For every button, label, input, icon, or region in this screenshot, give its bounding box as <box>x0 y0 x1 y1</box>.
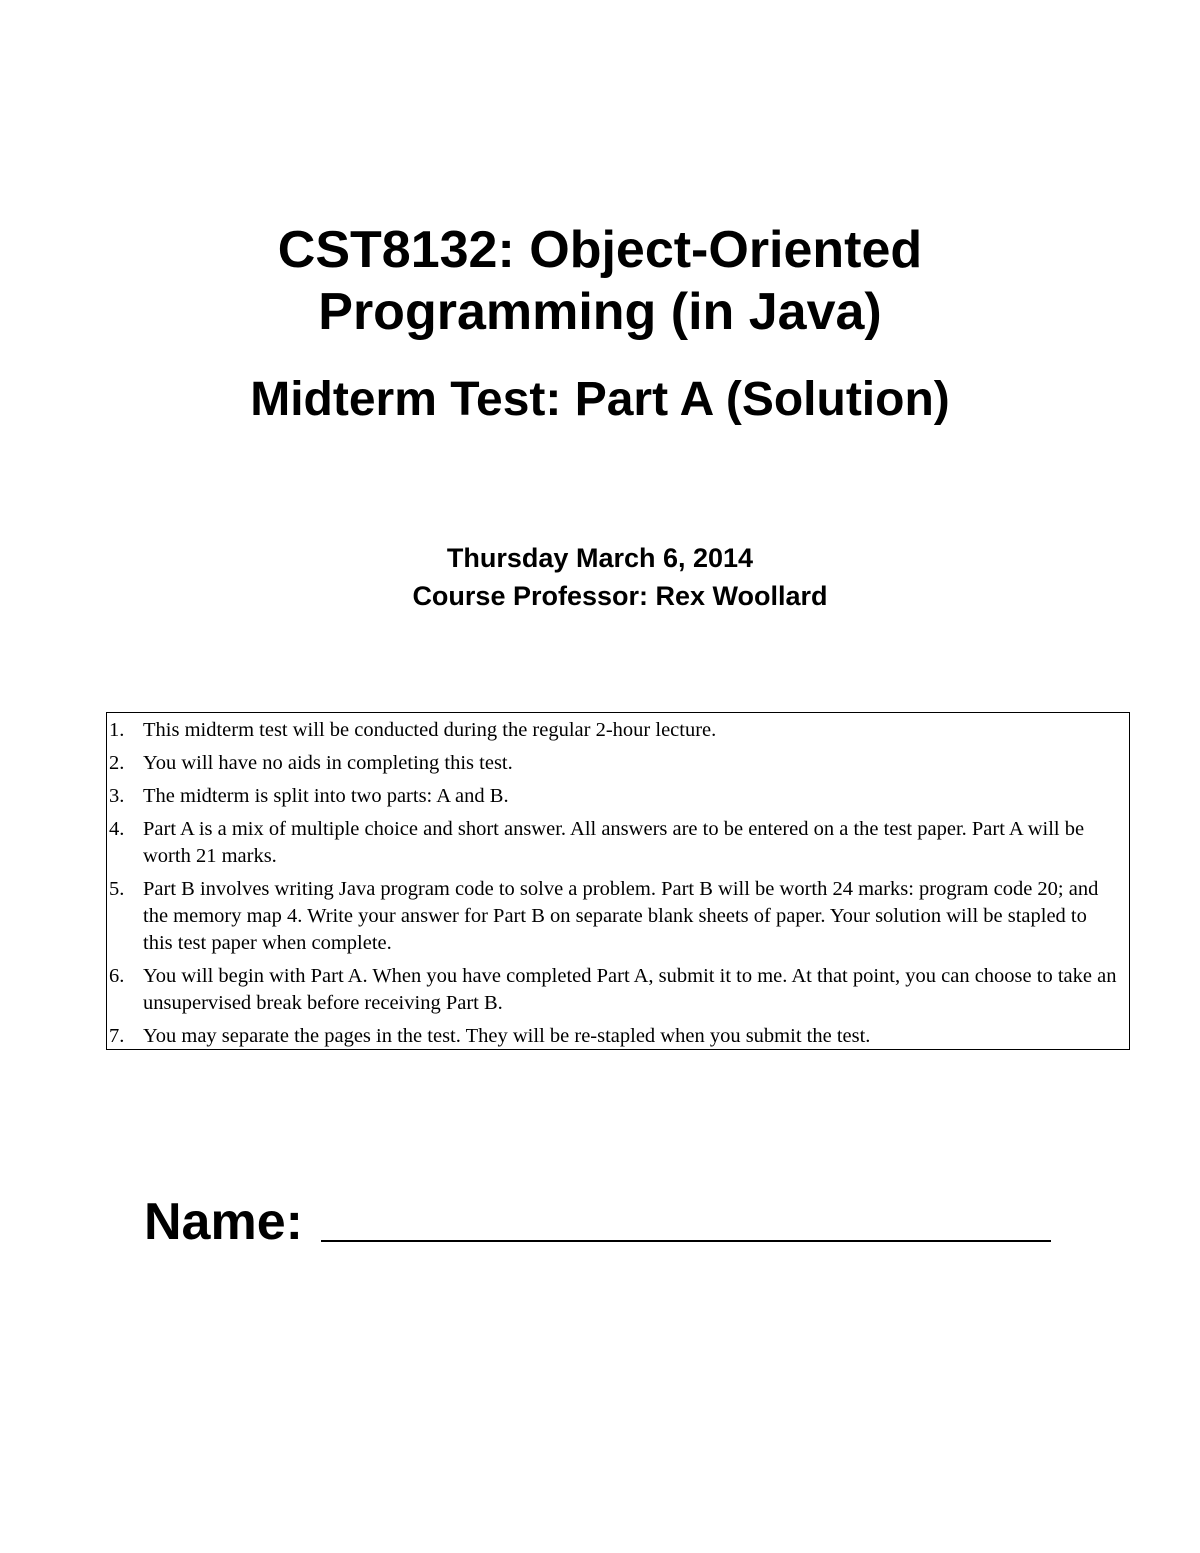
instruction-number: 1. <box>109 719 125 741</box>
instruction-text: You may separate the pages in the test. They will be re-stapled when you submit the test. <box>143 1025 871 1047</box>
instruction-number: 6. <box>109 965 125 987</box>
instruction-text: Part A is a mix of multiple choice and short answer. All answers are to be entered on a the test paper. Part A will be worth 21 marks. <box>143 818 1085 867</box>
instruction-text: You will begin with Part A. When you have completed Part A, submit it to me. At that point, you can choose to take an unsupervised break before receiving Part B. <box>143 965 1117 1014</box>
name-field <box>144 1190 1051 1254</box>
course-professor: Course Professor: Rex Woollard <box>412 581 828 611</box>
instruction-number: 7. <box>109 1025 125 1047</box>
instruction-text: The midterm is split into two parts: A and B. <box>143 785 509 807</box>
instruction-item <box>109 717 1119 744</box>
name-blank-line[interactable] <box>321 1240 1051 1242</box>
exam-date: Thursday March 6, 2014 <box>446 543 754 573</box>
instruction-text: You will have no aids in completing this test. <box>143 752 513 774</box>
instruction-number: 3. <box>109 785 125 807</box>
instruction-item <box>109 783 1119 810</box>
instruction-text: Part B involves writing Java program code to solve a problem. Part B will be worth 24 marks: program code 20; and the memory map 4. Write your answer for Part B on separate blank sheets of paper. Your solution will be stapled to this test paper when complete. <box>143 878 1099 954</box>
instruction-item <box>109 876 1119 957</box>
instruction-number: 4. <box>109 818 125 840</box>
title-line-2: Programming (in Java) <box>318 283 882 341</box>
instruction-item <box>109 1023 1119 1050</box>
instruction-number: 2. <box>109 752 125 774</box>
instructions-box <box>106 712 1130 1050</box>
name-label: Name: <box>144 1193 303 1251</box>
title-line-1: CST8132: Object-Oriented <box>277 221 923 279</box>
instruction-text: This midterm test will be conducted during the regular 2-hour lecture. <box>143 719 717 741</box>
instructions-list <box>109 717 1119 1050</box>
instruction-item <box>109 750 1119 777</box>
instruction-item <box>109 816 1119 870</box>
instruction-number: 5. <box>109 878 125 900</box>
subtitle: Midterm Test: Part A (Solution) <box>250 373 950 426</box>
instruction-item <box>109 963 1119 1017</box>
